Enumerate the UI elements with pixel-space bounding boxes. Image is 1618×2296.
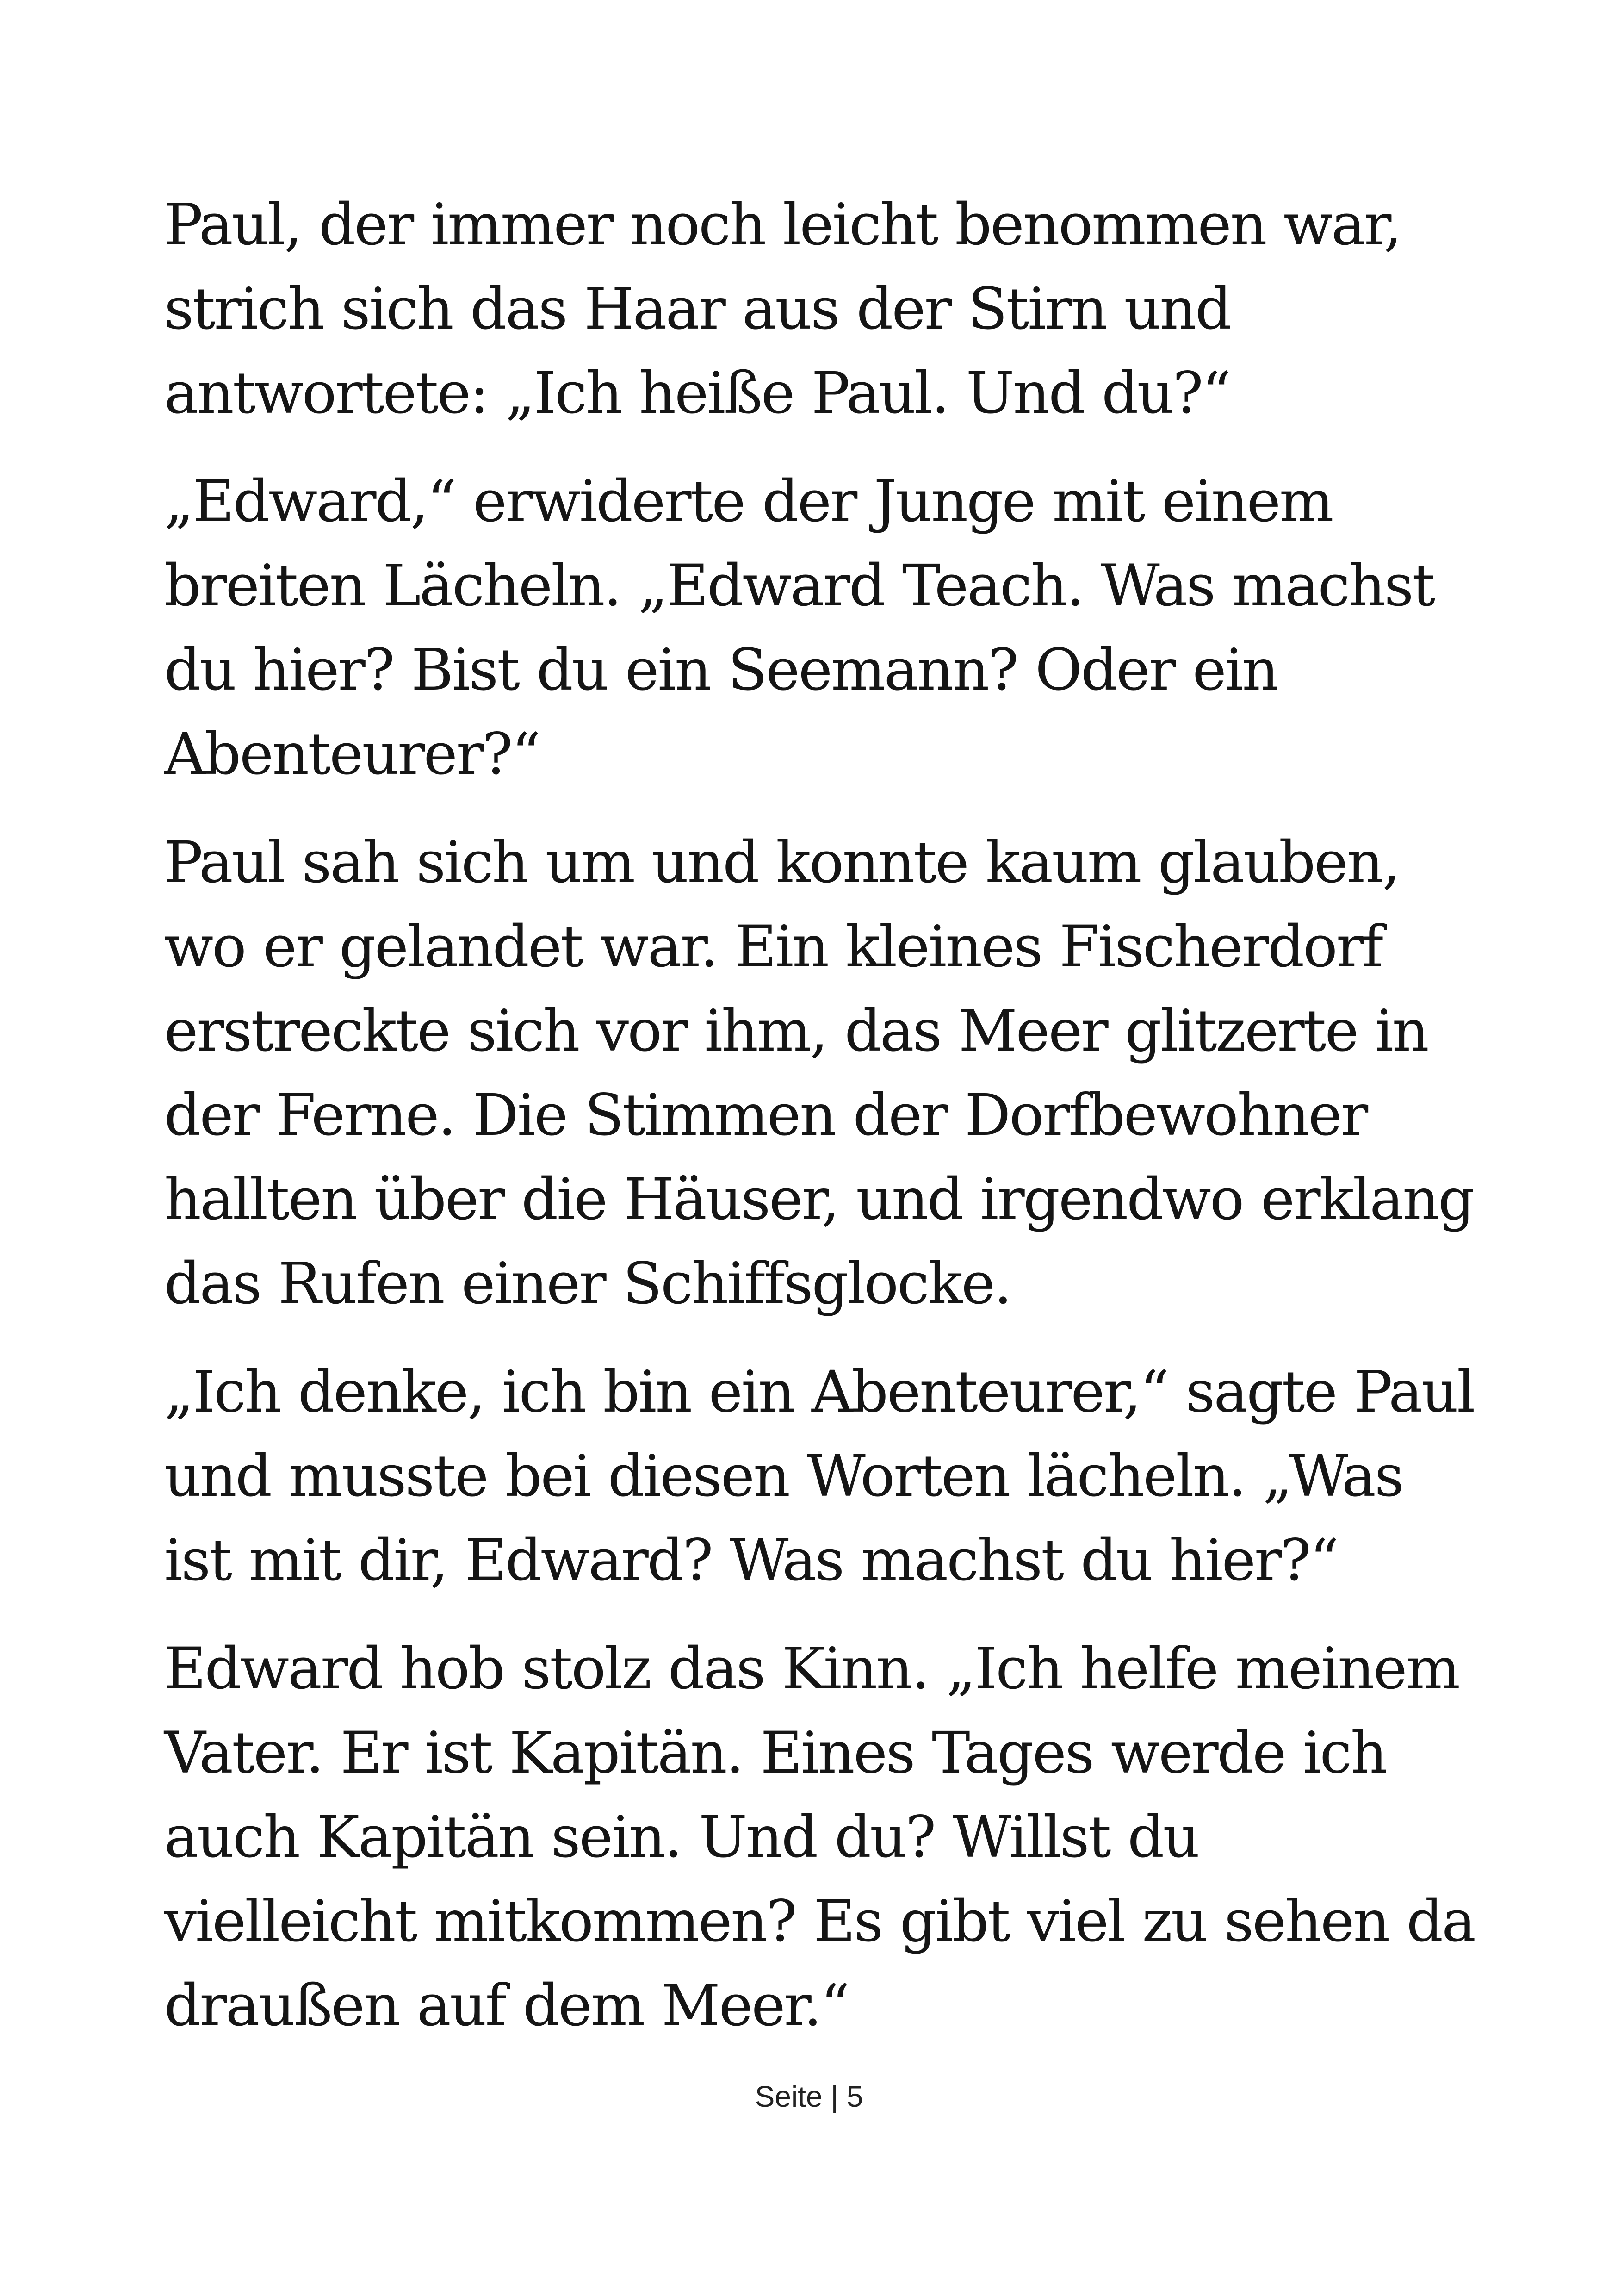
paragraph-3 xyxy=(164,821,1483,1326)
text-line: strich sich das Haar aus der Stirn und xyxy=(164,276,1231,342)
text-line: erstreckte sich vor ihm, das Meer glitzerte in xyxy=(164,998,1428,1064)
text-line: Edward hob stolz das Kinn. „Ich helfe meinem xyxy=(164,1636,1459,1702)
text-line: ist mit dir, Edward? Was machst du hier?“ xyxy=(164,1527,1338,1594)
paragraph-4 xyxy=(164,1350,1483,1603)
text-line: breiten Lächeln. „Edward Teach. Was machst xyxy=(164,553,1434,619)
text-line: „Edward,“ erwiderte der Junge mit einem xyxy=(164,468,1333,535)
text-line: Paul, der immer noch leicht benommen war, xyxy=(164,192,1401,258)
text-line: der Ferne. Die Stimmen der Dorfbewohner xyxy=(164,1082,1367,1149)
text-line: auch Kapitän sein. Und du? Willst du xyxy=(164,1804,1199,1871)
page-number: Seite | 5 xyxy=(755,2080,863,2113)
text-line: das Rufen einer Schiffsglocke. xyxy=(164,1251,1011,1317)
text-line: antwortete: „Ich heiße Paul. Und du?“ xyxy=(164,360,1230,427)
text-line: wo er gelandet war. Ein kleines Fischerdorf xyxy=(164,914,1382,980)
text-line: Abenteurer?“ xyxy=(164,721,540,788)
text-line: und musste bei diesen Worten lächeln. „Was xyxy=(164,1443,1403,1510)
text-line: draußen auf dem Meer.“ xyxy=(164,1972,849,2039)
paragraph-5 xyxy=(164,1627,1483,2048)
text-line: Paul sah sich um und konnte kaum glauben, xyxy=(164,829,1399,896)
text-line: Vater. Er ist Kapitän. Eines Tages werde ich xyxy=(164,1720,1386,1786)
text-line: „Ich denke, ich bin ein Abenteurer,“ sagte Paul xyxy=(164,1359,1474,1425)
paragraph-1 xyxy=(164,183,1483,436)
paragraph-2 xyxy=(164,460,1483,796)
body-text xyxy=(164,183,1483,2072)
text-line: vielleicht mitkommen? Es gibt viel zu sehen da xyxy=(164,1888,1475,1955)
text-line: hallten über die Häuser, und irgendwo erklang xyxy=(164,1166,1474,1233)
text-line: du hier? Bist du ein Seemann? Oder ein xyxy=(164,637,1278,703)
